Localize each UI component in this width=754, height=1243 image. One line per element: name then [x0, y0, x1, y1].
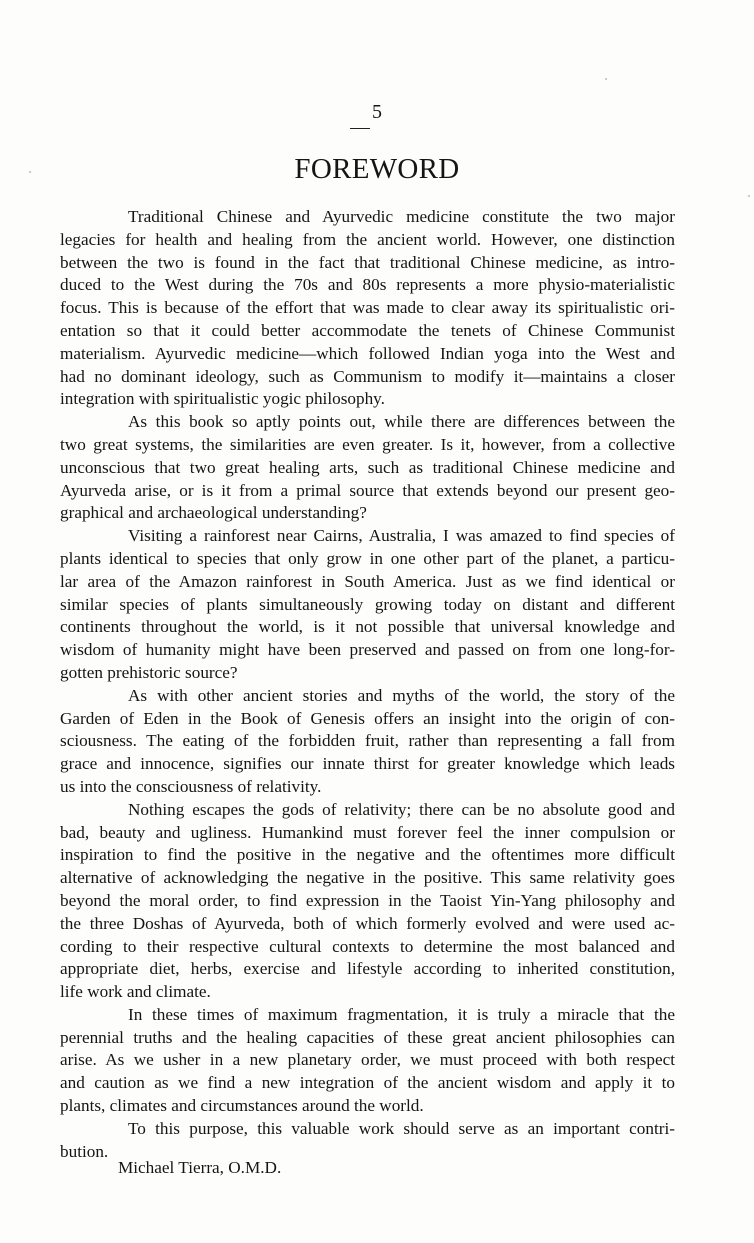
text-line: us into the consciousness of relativity.: [60, 776, 322, 796]
text-line: legacies for health and healing from the ancient world. However, one distinction: [60, 229, 675, 249]
text-line: the three Doshas of Ayurveda, both of which formerly evolved and were used ac-: [60, 913, 675, 933]
paragraph: [60, 411, 675, 525]
text-line: had no dominant ideology, such as Communism to modify it—maintains a closer: [60, 366, 675, 386]
text-line: cording to their respective cultural contexts to determine the most balanced and: [60, 936, 675, 956]
text-line: Traditional Chinese and Ayurvedic medicine constitute the two major: [128, 207, 675, 226]
text-line: grace and innocence, signifies our innate thirst for greater knowledge which leads: [60, 754, 675, 774]
text-line: appropriate diet, herbs, exercise and lifestyle according to inherited constitution,: [60, 959, 675, 979]
paragraph: [60, 206, 675, 411]
text-line: bution.: [60, 1141, 109, 1161]
page-title: FOREWORD: [294, 153, 460, 185]
text-line: Garden of Eden in the Book of Genesis offers an insight into the origin of con-: [60, 708, 675, 728]
text-line: two great systems, the similarities are even greater. Is it, however, from a collective: [60, 434, 675, 454]
text-line: Visiting a rainforest near Cairns, Australia, I was amazed to find species of: [128, 526, 675, 546]
scan-speck: [29, 171, 31, 173]
text-line: plants, climates and circumstances around the world.: [60, 1096, 424, 1116]
paragraph: [60, 1004, 675, 1118]
text-line: As with other ancient stories and myths of the world, the story of the: [128, 685, 675, 705]
paragraph: [60, 799, 675, 1004]
text-line: and caution as we find a new integration of the ancient wisdom and apply it to: [60, 1073, 675, 1093]
text-line: duced to the West during the 70s and 80s represents a more physio-materialistic: [60, 275, 675, 295]
scan-speck: [748, 195, 750, 197]
page-number: 5: [372, 101, 382, 123]
text-line: gotten prehistoric source?: [60, 662, 238, 682]
text-line: entation so that it could better accommodate the tenets of Chinese Communist: [60, 320, 675, 340]
text-line: continents throughout the world, is it not possible that universal knowledge and: [60, 617, 675, 637]
text-line: beyond the moral order, to find expression in the Taoist Yin-Yang philosophy and: [60, 890, 675, 910]
text-line: sciousness. The eating of the forbidden fruit, rather than representing a fall from: [60, 731, 675, 751]
text-line: bad, beauty and ugliness. Humankind must forever feel the inner compulsion or: [60, 822, 675, 842]
text-line: focus. This is because of the effort that was made to clear away its spiritualistic ori-: [60, 298, 675, 318]
text-line: plants identical to species that only grow in one other part of the planet, a particu-: [60, 548, 675, 568]
text-line: arise. As we usher in a new planetary order, we must proceed with both respect: [60, 1050, 675, 1070]
paragraph: [60, 525, 675, 685]
text-line: wisdom of humanity might have been preserved and passed on from one long-for-: [60, 640, 675, 660]
text-line: perennial truths and the healing capacities of these great ancient philosophies can: [60, 1027, 675, 1047]
text-line: In these times of maximum fragmentation, it is truly a miracle that the: [128, 1004, 675, 1024]
text-line: inspiration to find the positive in the negative and the oftentimes more difficult: [60, 845, 675, 865]
text-line: between the two is found in the fact that traditional Chinese medicine, as intro-: [60, 252, 675, 272]
scan-speck: [605, 78, 607, 80]
text-line: life work and climate.: [60, 982, 211, 1002]
text-line: integration with spiritualistic yogic philosophy.: [60, 389, 385, 409]
text-line: Nothing escapes the gods of relativity; there can be no absolute good and: [128, 799, 675, 819]
author-signature: Michael Tierra, O.M.D.: [118, 1158, 282, 1177]
text-line: Ayurveda arise, or is it from a primal source that extends beyond our present geo-: [60, 480, 675, 500]
text-line: As this book so aptly points out, while there are differences between the: [128, 412, 675, 432]
text-line: unconscious that two great healing arts, such as traditional Chinese medicine and: [60, 457, 675, 477]
text-line: alternative of acknowledging the negative in the positive. This same relativity goes: [60, 868, 675, 888]
paragraph: [60, 685, 675, 799]
text-line: graphical and archaeological understanding?: [60, 503, 367, 523]
text-line: materialism. Ayurvedic medicine—which followed Indian yoga into the West and: [60, 343, 675, 363]
text-line: similar species of plants simultaneously growing today on distant and different: [60, 594, 675, 614]
text-line: lar area of the Amazon rainforest in South America. Just as we find identical or: [60, 571, 675, 591]
page-number-rule: [350, 128, 370, 129]
text-line: To this purpose, this valuable work should serve as an important contri-: [128, 1118, 675, 1138]
foreword-body: [60, 206, 675, 1163]
